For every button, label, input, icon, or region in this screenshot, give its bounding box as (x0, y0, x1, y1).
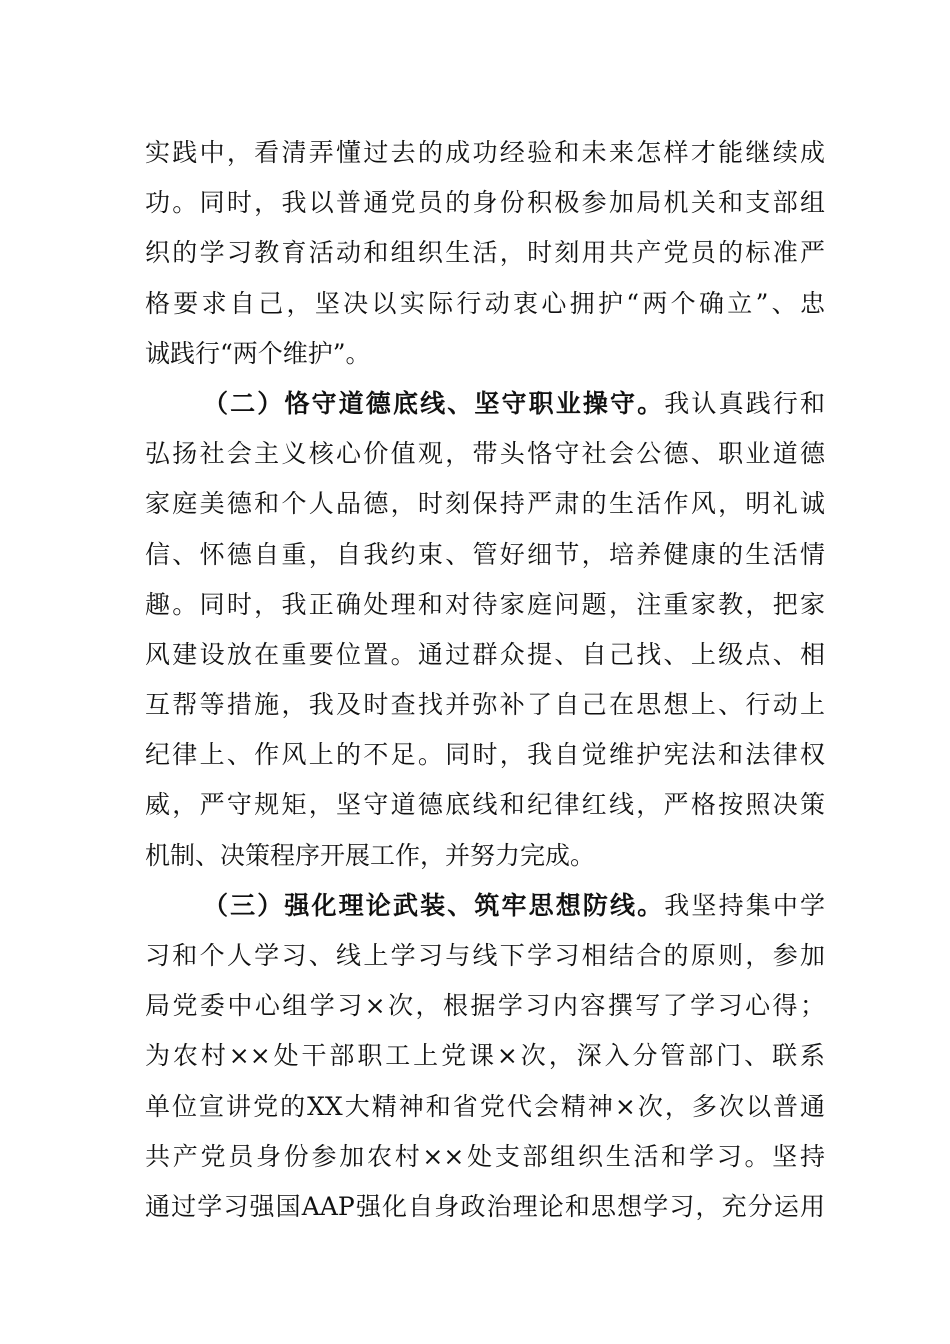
paragraph-line: 诚践行“两个维护”。 (145, 338, 371, 368)
section-text: 我认真践行和 (664, 388, 825, 418)
paragraph-line: 机制、决策程序开展工作，并努力完成。 (145, 840, 596, 870)
paragraph-line: 织的学习教育活动和组织生活，时刻用共产党员的标准严 (145, 238, 825, 268)
paragraph-line: 实践中，看清弄懂过去的成功经验和未来怎样才能继续成 (145, 138, 825, 167)
paragraph-line: 单位宣讲党的XX大精神和省党代会精神×次，多次以普通 (145, 1091, 825, 1121)
section-first-line (145, 379, 825, 429)
section-heading: （二）恪守道德底线、坚守职业操守。 (203, 388, 665, 418)
section-first-line (145, 881, 825, 931)
paragraph-line: 格要求自己，坚决以实际行动衷心拥护“两个确立”、忠 (145, 288, 825, 318)
paragraph-line: 风建设放在重要位置。通过群众提、自己找、上级点、相 (145, 639, 825, 669)
paragraph-line: 功。同时，我以普通党员的身份积极参加局机关和支部组 (145, 188, 825, 218)
paragraph-line: 习和个人学习、线上学习与线下学习相结合的原则，参加 (145, 941, 825, 970)
paragraph-line: 局党委中心组学习×次，根据学习内容撰写了学习心得； (145, 991, 825, 1021)
body-text (145, 128, 825, 1232)
paragraph-line: 共产党员身份参加农村××处支部组织生活和学习。坚持 (145, 1141, 825, 1171)
paragraph-line: 互帮等措施，我及时查找并弥补了自己在思想上、行动上 (145, 690, 825, 720)
section-text: 我坚持集中学 (664, 890, 825, 920)
paragraph-line: 威，严守规矩，坚守道德底线和纪律红线，严格按照决策 (145, 790, 825, 820)
paragraph-line: 信、怀德自重，自我约束、管好细节，培养健康的生活情 (145, 539, 825, 569)
paragraph-line: 通过学习强国AAP强化自身政治理论和思想学习，充分运用 (145, 1191, 825, 1221)
paragraph-line: 趣。同时，我正确处理和对待家庭问题，注重家教，把家 (145, 589, 825, 619)
paragraph-line: 家庭美德和个人品德，时刻保持严肃的生活作风，明礼诚 (145, 489, 825, 519)
paragraph-line: 为农村××处干部职工上党课×次，深入分管部门、联系 (145, 1041, 825, 1071)
section-heading: （三）强化理论武装、筑牢思想防线。 (203, 890, 665, 920)
paragraph-line: 弘扬社会主义核心价值观，带头恪守社会公德、职业道德 (145, 439, 825, 469)
paragraph-line: 纪律上、作风上的不足。同时，我自觉维护宪法和法律权 (145, 740, 825, 770)
